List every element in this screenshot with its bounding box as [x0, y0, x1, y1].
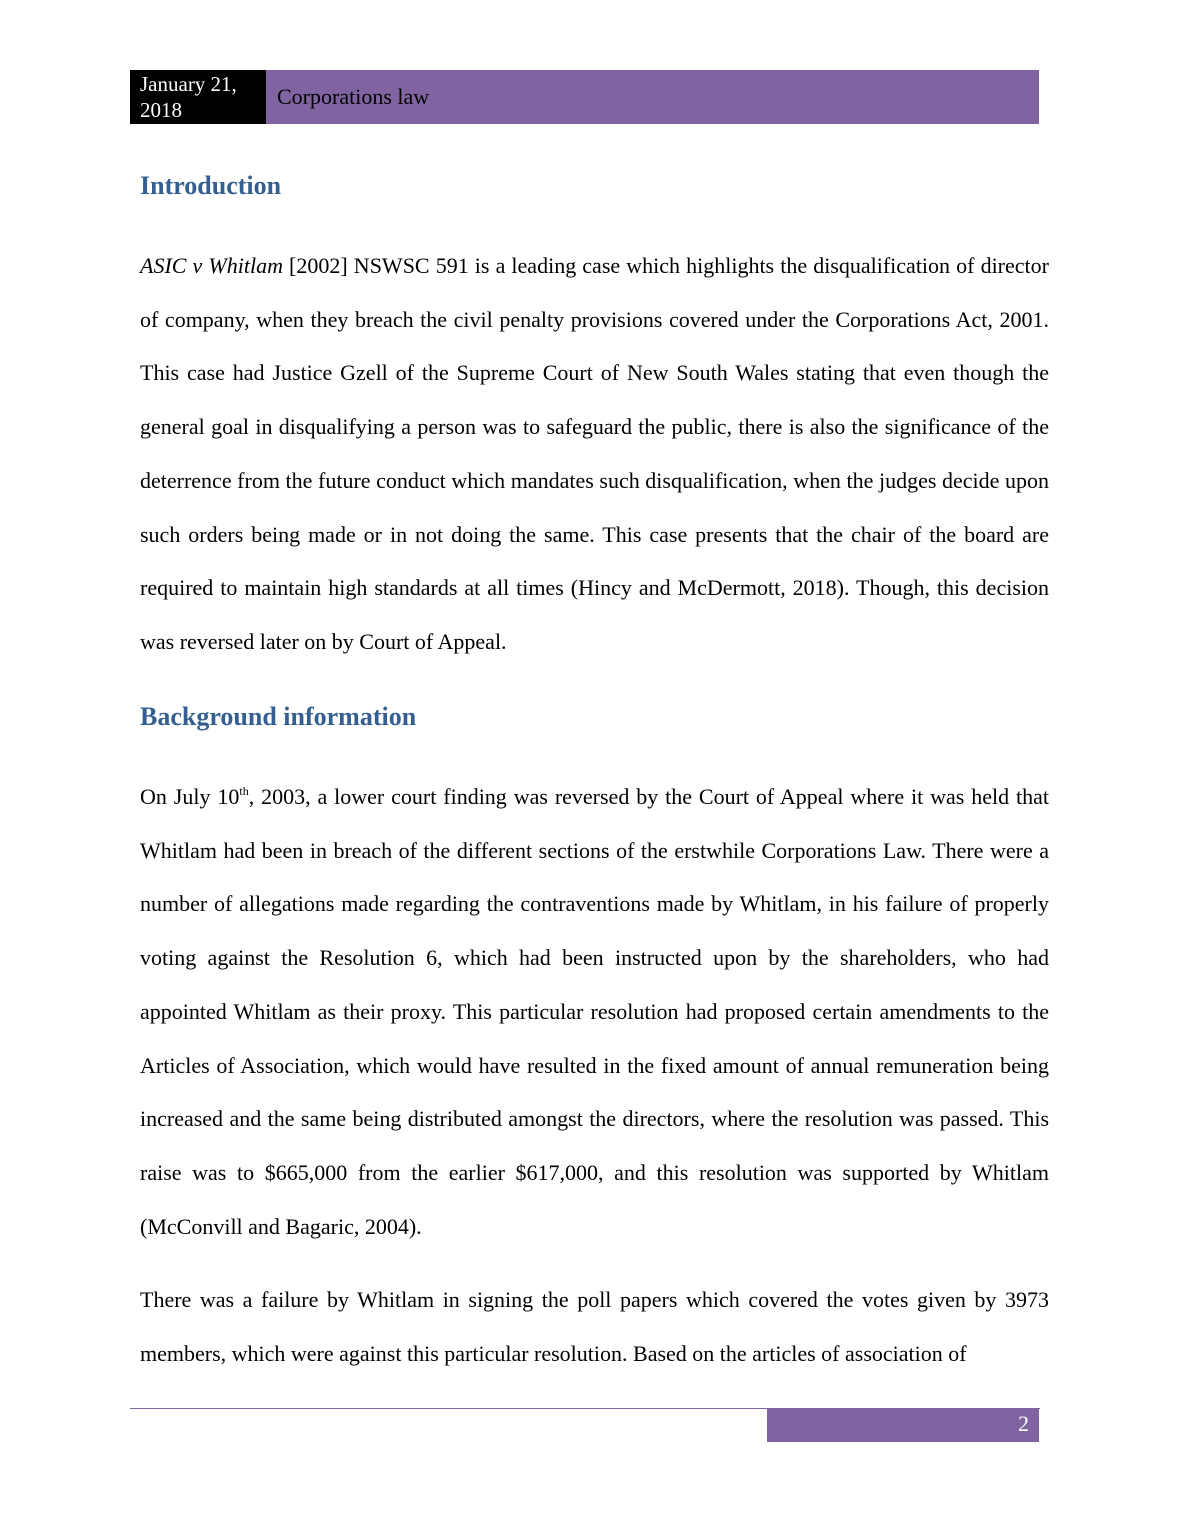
introduction-heading: Introduction — [140, 171, 282, 200]
ordinal-superscript: th — [239, 784, 249, 798]
background-p1-start: On July 10 — [140, 784, 240, 809]
background-p1-text: , 2003, a lower court finding was reversed by the Court of Appeal where it was held that Whitlam had been in breach of the different sections of the erstwhile Corporations Law. There were a number of allegations made regarding the contraventions made by Whitlam, in his failure of properly voting against the Resolution 6, which had been instructed upon by the shareholders, who had appointed Whitlam as their proxy. This particular resolution had proposed certain amendments to the Articles of Association, which would have resulted in the fixed amount of annual remuneration being increased and the same being distributed amongst the directors, where the resolution was passed. This raise was to $665,000 from the earlier $617,000, and this resolution was supported by Whitlam (McConvill and Bagaric, 2004). — [140, 784, 1049, 1239]
introduction-paragraph — [140, 239, 1049, 669]
background-heading: Background information — [140, 702, 417, 731]
header-title: Corporations law — [266, 70, 1039, 124]
page-number: 2 — [767, 1409, 1039, 1442]
header-date: January 21, 2018 — [130, 70, 266, 124]
introduction-text: [2002] NSWSC 591 is a leading case which highlights the disqualification of director of company, when they breach the civil penalty provisions covered under the Corporations Act, 2001. This case had Justice Gzell of the Supreme Court of New South Wales stating that even though the general goal in disqualifying a person was to safeguard the public, there is also the significance of the deterrence from the future conduct which mandates such disqualification, when the judges decide upon such orders being made or in not doing the same. This case presents that the chair of the board are required to maintain high standards at all times (Hincy and McDermott, 2018). Though, this decision was reversed later on by Court of Appeal. — [140, 253, 1049, 654]
background-paragraph-2: There was a failure by Whitlam in signing the poll papers which covered the votes given by 3973 members, which were against this particular resolution. Based on the articles of association of — [140, 1287, 1049, 1366]
case-name: ASIC v Whitlam — [140, 253, 283, 278]
background-paragraph-1 — [140, 770, 1049, 1253]
